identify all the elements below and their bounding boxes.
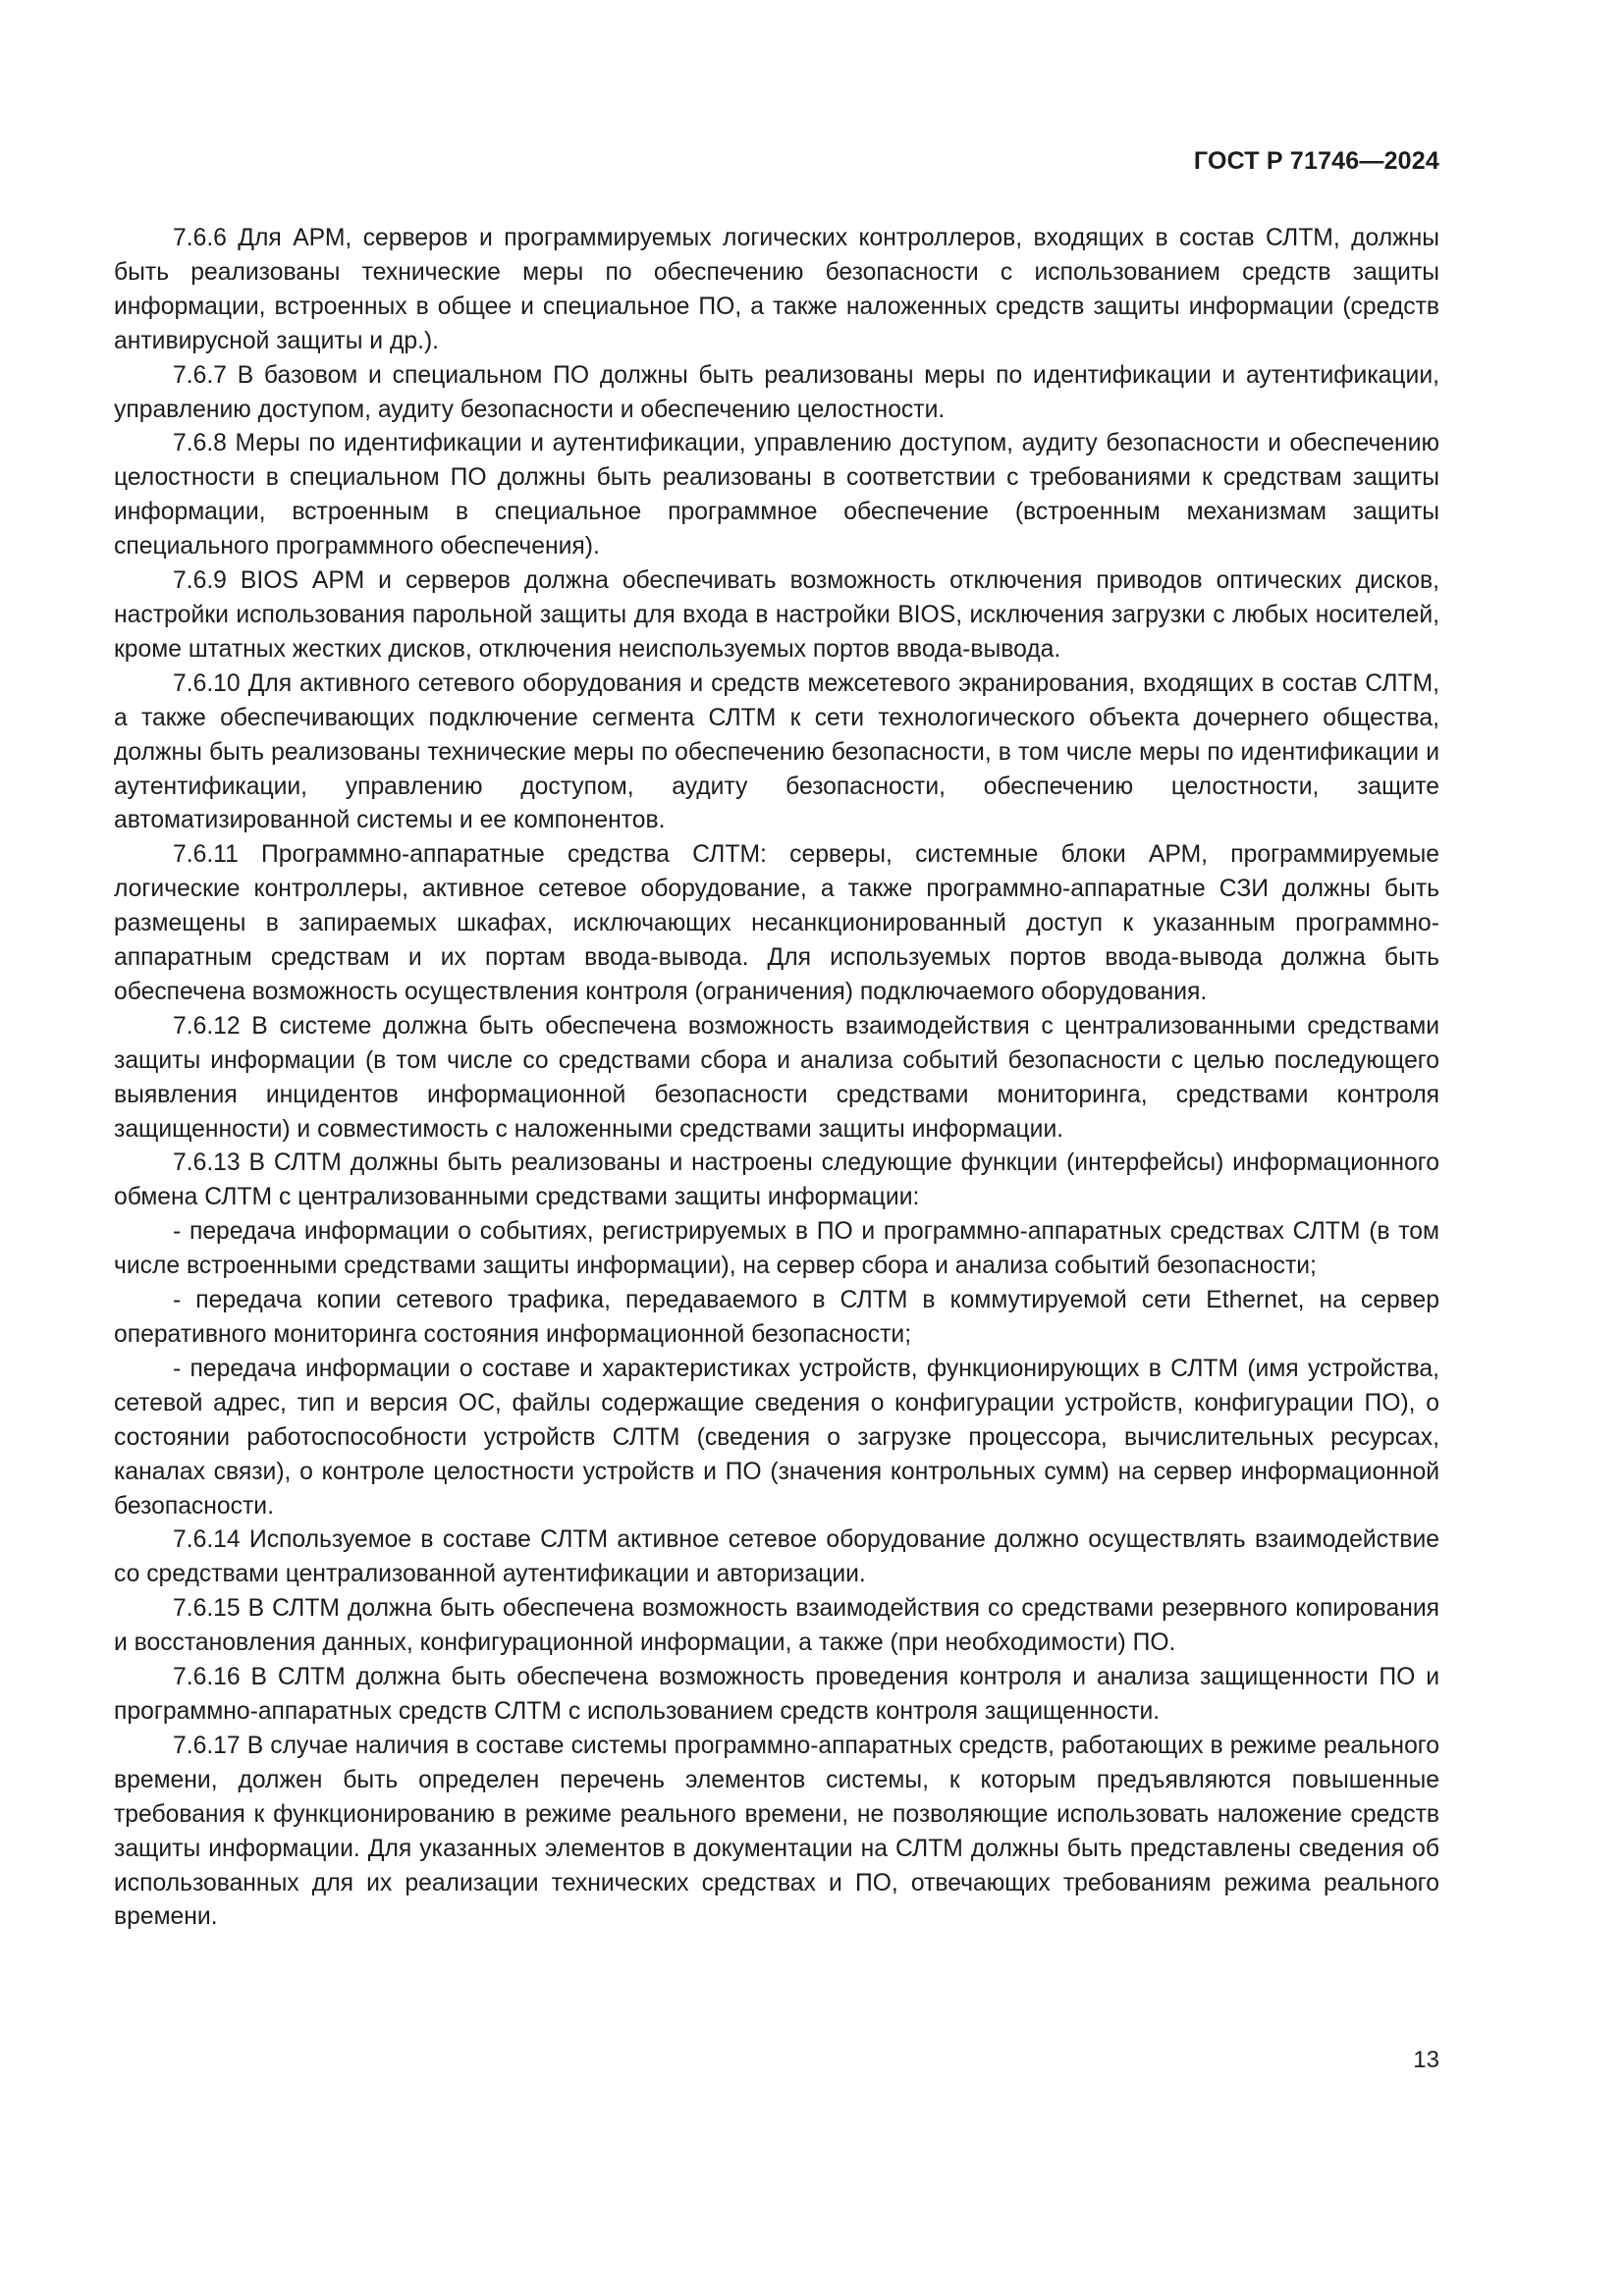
- paragraph-7-6-12: 7.6.12 В системе должна быть обеспечена возможность взаимодействия с централизованными средствами защиты информации (в том числе со средствами сбора и анализа событий безопасности с целью последующего выявления инцидентов информационной безопасности средствами мониторинга, средствами контроля защищенности) и совместимость с наложенными средствами защиты информации.: [114, 1012, 1439, 1143]
- paragraph-7-6-10: 7.6.10 Для активного сетевого оборудования и средств межсетевого экранирования, входящих в состав СЛТМ, а также обеспечивающих подключение сегмента СЛТМ к сети технологического объекта дочернего общества, должны быть реализованы технические меры по обеспечению безопасности, в том числе меры по идентификации и аутентификации, управлению доступом, аудиту безопасности, обеспечению целостности, защите автоматизированной системы и ее компонентов.: [114, 669, 1439, 834]
- list-item-events: - передача информации о событиях, регистрируемых в ПО и программно-аппаратных средствах СЛТМ (в том числе встроенными средствами защиты информации), на сервер сбора и анализа событий безопасности;: [114, 1218, 1439, 1280]
- list-item-devices: - передача информации о составе и характеристиках устройств, функционирующих в СЛТМ (имя устройства, сетевой адрес, тип и версия ОС, файлы содержащие сведения о конфигурации устройств, конфигурации ПО), о состоянии работоспособности устройств СЛТМ (сведения о загрузке процессора, вычислительных ресурсах, каналах связи), о контроле целостности устройств и ПО (значения контрольных сумм) на сервер информационной безопасности.: [114, 1355, 1439, 1520]
- paragraph-7-6-11: 7.6.11 Программно-аппаратные средства СЛТМ: серверы, системные блоки АРМ, программируемые логические контроллеры, активное сетевое оборудование, а также программно-аппаратные СЗИ должны быть размещены в запираемых шкафах, исключающих несанкционированный доступ к указанным программно-аппаратным средствам и их портам ввода-вывода. Для используемых портов ввода-вывода должна быть обеспечена возможность осуществления контроля (ограничения) подключаемого оборудования.: [114, 841, 1439, 1005]
- paragraph-7-6-15: 7.6.15 В СЛТМ должна быть обеспечена возможность взаимодействия со средствами резервного копирования и восстановления данных, конфигурационной информации, а также (при необходимости) ПО.: [114, 1595, 1439, 1657]
- paragraph-7-6-14: 7.6.14 Используемое в составе СЛТМ активное сетевое оборудование должно осуществлять взаимодействие со средствами централизованной аутентификации и авторизации.: [114, 1526, 1439, 1588]
- page-number: 13: [1413, 2047, 1439, 2073]
- paragraph-7-6-7: 7.6.7 В базовом и специальном ПО должны быть реализованы меры по идентификации и аутентификации, управлению доступом, аудиту безопасности и обеспечению целостности.: [114, 361, 1439, 423]
- paragraph-7-6-16: 7.6.16 В СЛТМ должна быть обеспечена возможность проведения контроля и анализа защищенности ПО и программно-аппаратных средств СЛТМ с использованием средств контроля защищенности.: [114, 1664, 1439, 1725]
- paragraph-7-6-9: 7.6.9 BIOS АРМ и серверов должна обеспечивать возможность отключения приводов оптических дисков, настройки использования парольной защиты для входа в настройки BIOS, исключения загрузки с любых носителей, кроме штатных жестких дисков, отключения неиспользуемых портов ввода-вывода.: [114, 567, 1439, 663]
- list-item-traffic: - передача копии сетевого трафика, передаваемого в СЛТМ в коммутируемой сети Ethernet, на сервер оперативного мониторинга состояния информационной безопасности;: [114, 1287, 1439, 1348]
- document-number: ГОСТ Р 71746—2024: [1193, 147, 1439, 175]
- paragraph-7-6-6: 7.6.6 Для АРМ, серверов и программируемых логических контроллеров, входящих в состав СЛТМ, должны быть реализованы технические меры по обеспечению безопасности с использованием средств защиты информации, встроенных в общее и специальное ПО, а также наложенных средств защиты информации (средств антивирусной защиты и др.).: [114, 225, 1439, 354]
- paragraph-7-6-17: 7.6.17 В случае наличия в составе системы программно-аппаратных средств, работающих в режиме реального времени, должен быть определен перечень элементов системы, к которым предъявляются повышенные требования к функционированию в режиме реального времени, не позволяющие использовать наложение средств защиты информации. Для указанных элементов в документации на СЛТМ должны быть представлены сведения об использованных для их реализации технических средствах и ПО, отвечающих требованиям режима реального времени.: [114, 1732, 1439, 1931]
- paragraph-7-6-8: 7.6.8 Меры по идентификации и аутентификации, управлению доступом, аудиту безопасности и обеспечению целостности в специальном ПО должны быть реализованы в соответствии с требованиями к средствам защиты информации, встроенным в специальное программное обеспечение (встроенным механизмам защиты специального программного обеспечения).: [114, 430, 1439, 561]
- document-body: [114, 222, 1439, 1935]
- paragraph-7-6-13: 7.6.13 В СЛТМ должны быть реализованы и настроены следующие функции (интерфейсы) информационного обмена СЛТМ с централизованными средствами защиты информации:: [114, 1149, 1439, 1211]
